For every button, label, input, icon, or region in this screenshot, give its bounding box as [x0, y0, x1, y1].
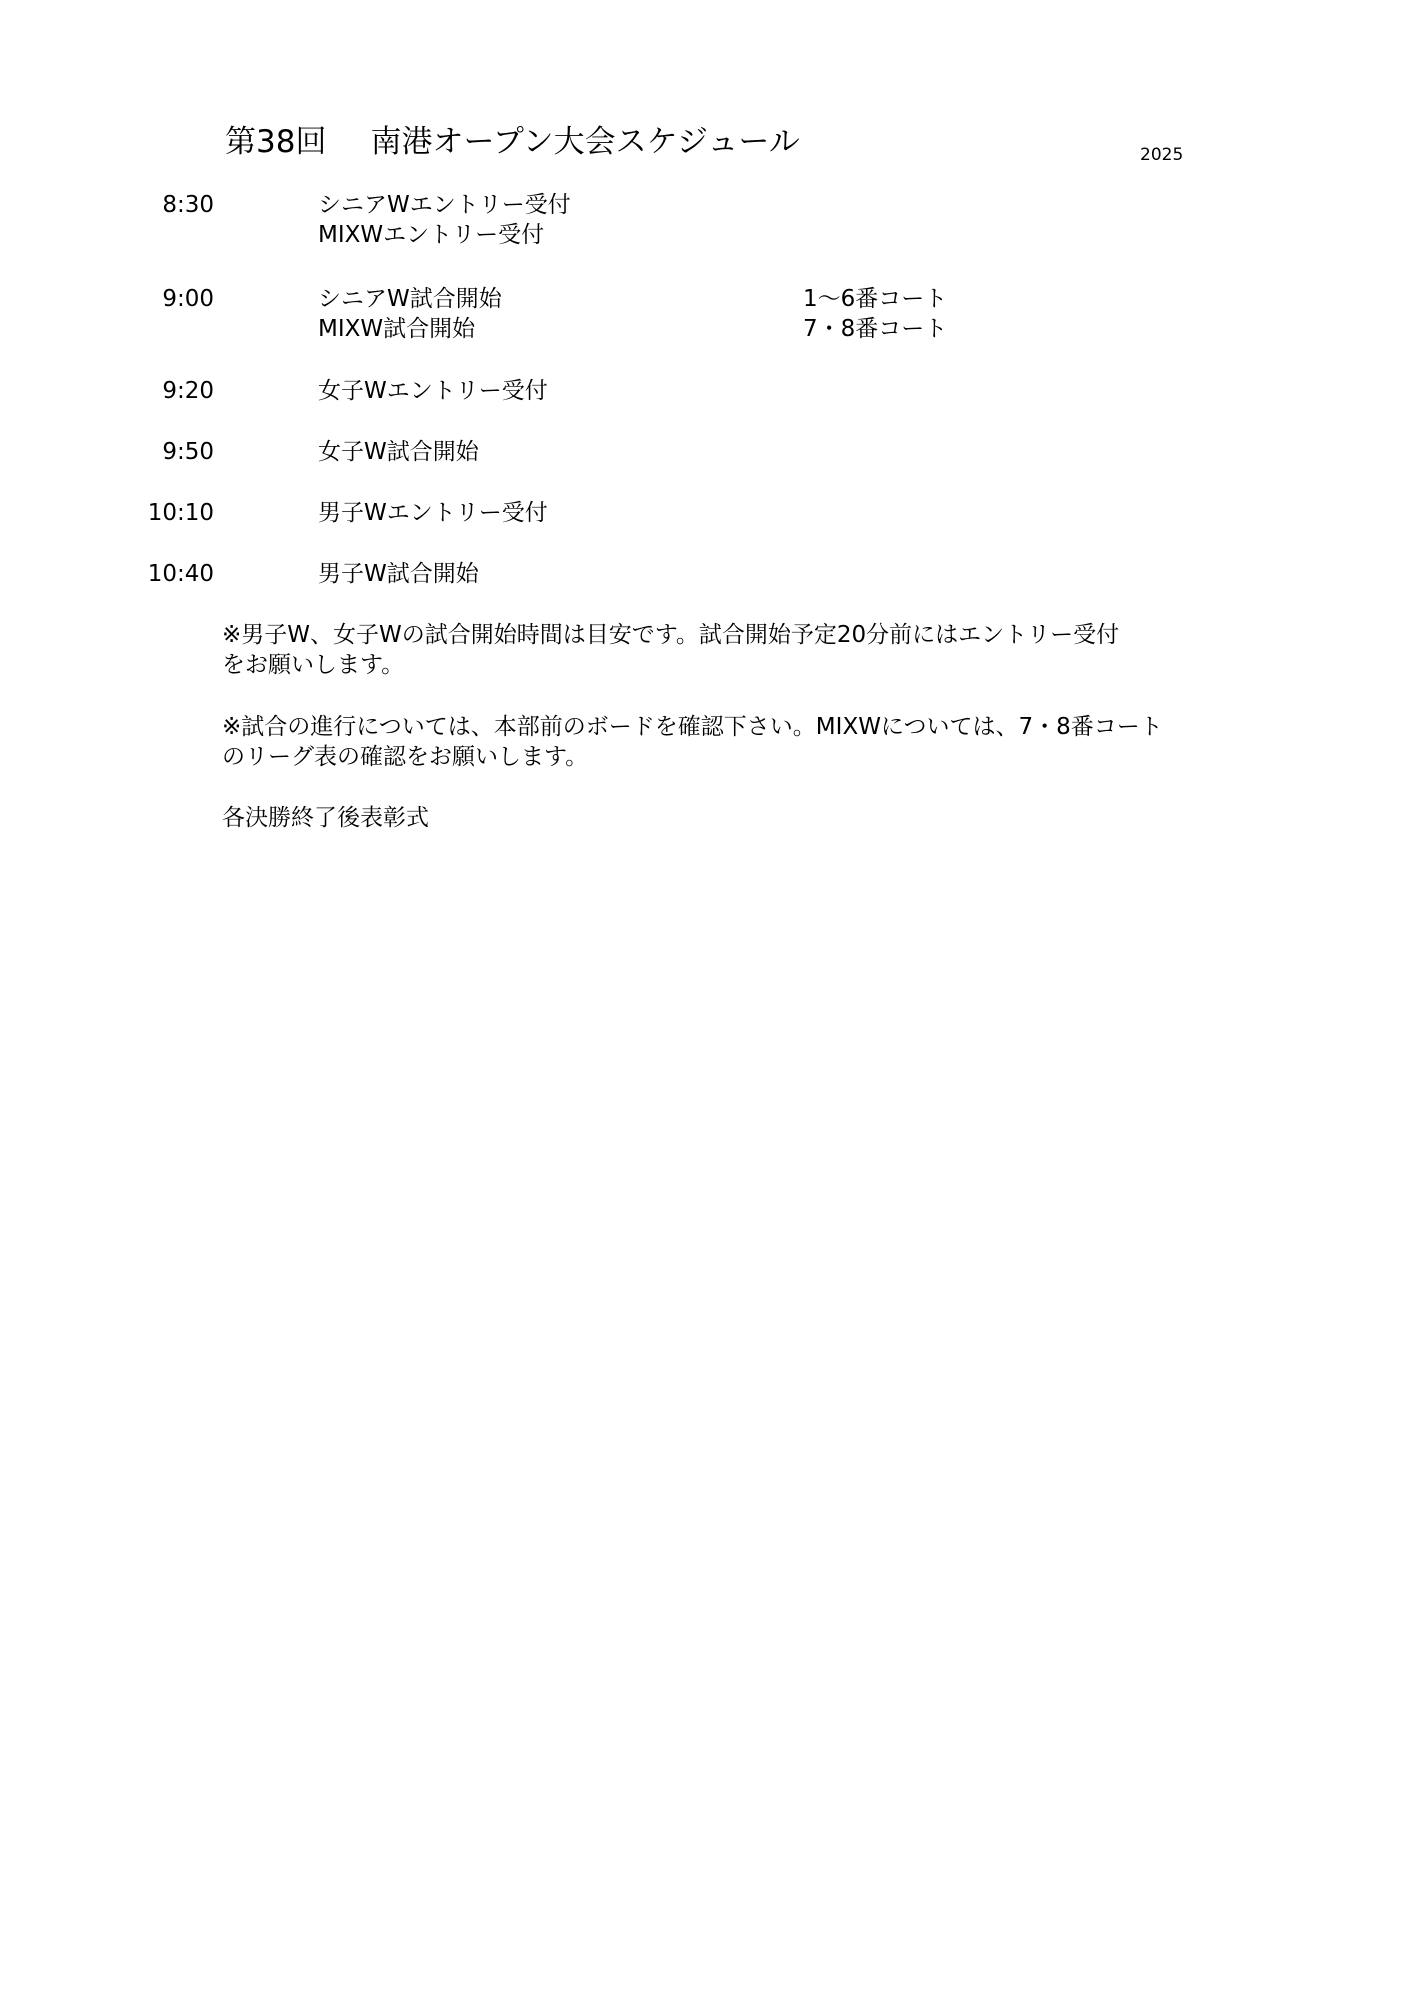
note-line: ※男子W、女子Wの試合開始時間は目安です。試合開始予定20分前にはエントリー受付: [222, 622, 1120, 648]
court-assignment: [803, 284, 947, 344]
note-line: のリーグ表の確認をお願いします。: [222, 744, 589, 770]
schedule-item: 女子W試合開始: [318, 439, 479, 465]
schedule-description: [318, 498, 548, 528]
schedule-item: MIXW試合開始: [318, 316, 476, 342]
schedule-time: 8:30: [162, 192, 214, 218]
tournament-name: 南港オープン大会スケジュール: [370, 124, 800, 160]
note-paragraph: [222, 712, 1252, 772]
schedule-item: シニアW試合開始: [318, 286, 502, 312]
schedule-time: 9:50: [162, 439, 214, 465]
schedule-item: 男子W試合開始: [318, 561, 479, 587]
schedule-time: 10:40: [147, 561, 214, 587]
schedule-item: 女子Wエントリー受付: [318, 378, 548, 404]
schedule-item: シニアWエントリー受付: [318, 192, 571, 218]
schedule-time: 9:00: [162, 286, 214, 312]
court-item: 1～6番コート: [803, 286, 948, 312]
schedule-description: [318, 559, 479, 589]
schedule-time: 9:20: [162, 378, 214, 404]
schedule-description: [318, 190, 571, 250]
schedule-description: [318, 437, 479, 467]
note-line: をお願いします。: [222, 652, 405, 678]
schedule-description: [318, 284, 502, 344]
schedule-time: 10:10: [147, 500, 214, 526]
schedule-description: [318, 376, 548, 406]
court-item: 7・8番コート: [803, 316, 948, 342]
note-line: ※試合の進行については、本部前のボードを確認下さい。MIXWについては、7・8番コート: [222, 714, 1163, 740]
schedule-item: 男子Wエントリー受付: [318, 500, 548, 526]
awards-note: [222, 803, 1252, 833]
year-label: 2025: [1140, 145, 1184, 165]
tournament-series: 第38回: [225, 124, 327, 160]
note-paragraph: [222, 620, 1252, 680]
schedule-item: MIXWエントリー受付: [318, 222, 545, 248]
note-line: 各決勝終了後表彰式: [222, 805, 429, 831]
page-title: [225, 122, 800, 162]
